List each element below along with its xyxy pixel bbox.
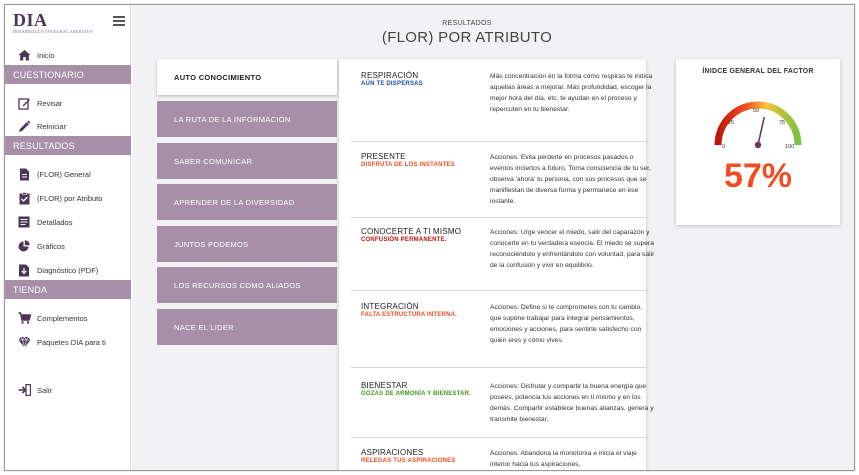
- sidebar-item-graficos[interactable]: [5, 236, 131, 256]
- page-subtitle: RESULTADOS: [442, 20, 492, 27]
- app-window: [4, 4, 855, 471]
- sidebar-item-label: Salir: [37, 385, 53, 395]
- attribute-name: RESPIRACIÓN: [361, 71, 419, 80]
- attribute-row-conocerte: [351, 227, 655, 291]
- sidebar-item-label: Revisar: [37, 98, 63, 108]
- attribute-description: Acciones: Disfrutar y compartir la buena energía que posees, potencia tus acciones en ti mismo y en los demás. Compartir establece buenas alianzas, genera y transmite bienestar.: [490, 383, 654, 423]
- pen-icon: [17, 119, 31, 133]
- sidebar-item-label: (FLOR) por Atributo: [37, 193, 103, 203]
- sidebar-item-revisar[interactable]: [5, 93, 131, 113]
- gauge-tick-0: 0: [722, 144, 726, 150]
- list-document-icon: [17, 215, 31, 229]
- attribute-row-presente: [351, 152, 651, 218]
- attribute-state: AÚN TE DISPERSAS: [361, 81, 423, 87]
- clipboard-check-icon: [17, 191, 31, 205]
- attribute-description: Más concentración en la forma cómo respiras te indica aquellas áreas a mejorar. Más profundidad, escoger la mejor hora del día, etc. te ayudan en el proceso y repercuten en tu bienestar.: [490, 73, 653, 113]
- attribute-description: Acciones: Abandona la monotonía e inicia el viaje interior hacia tus aspiraciones,: [490, 450, 637, 468]
- edit-icon: [17, 96, 31, 110]
- tab-nace-lider[interactable]: NACE EL LIDER: [157, 309, 337, 345]
- cart-icon: [17, 311, 31, 325]
- attribute-name: ASPIRACIONES: [361, 448, 424, 457]
- attribute-description: Acciones: Evita perderte en procesos pasados o eventos inciertos a futuro. Toma consciencia de tu ser, observa 'ahora' tu persona, con sus procesos que se manifiestan de diversa forma y permanece en ese instante.: [490, 154, 651, 205]
- sidebar-item-detallados[interactable]: [5, 212, 131, 232]
- gauge-tick-25: 25: [728, 120, 735, 126]
- gauge-tick-75: 75: [779, 120, 786, 126]
- sidebar-item-diagnostico[interactable]: [5, 260, 131, 280]
- tab-juntos-podemos[interactable]: JUNTOS PODEMOS: [157, 226, 337, 262]
- gauge-value: 57%: [723, 157, 793, 195]
- logo-tagline: DESARROLLO INTEGRAL ASERTIVO: [13, 29, 93, 34]
- general-index-card: [676, 59, 840, 225]
- sidebar-item-complementos[interactable]: [5, 308, 131, 328]
- tab-saber-comunicar[interactable]: SABER COMUNICAR: [157, 143, 337, 179]
- home-icon: [17, 48, 31, 62]
- attribute-name: CONOCERTE A TI MISMO: [361, 227, 462, 236]
- sidebar-item-flor-atributo[interactable]: [5, 188, 131, 208]
- download-icon: [17, 263, 31, 277]
- sidebar-item-reiniciar[interactable]: [5, 116, 131, 136]
- attribute-row-respiracion: [351, 71, 653, 142]
- sidebar-item-label: Detallados: [37, 217, 73, 227]
- attribute-state: DISFRUTA DE LOS INSTANTES: [361, 162, 455, 168]
- section-cuestionario: CUESTIONARIO: [5, 65, 131, 84]
- document-icon: [17, 167, 31, 181]
- attribute-detail-panel: [339, 59, 655, 471]
- attribute-row-aspiraciones: [351, 448, 646, 471]
- logout-icon: [17, 383, 31, 397]
- attribute-state: FALTA ESTRUCTURA INTERNA.: [361, 312, 457, 318]
- pie-chart-icon: [17, 239, 31, 253]
- gauge-title: ÍNIDCE GENERAL DEL FACTOR: [702, 68, 814, 75]
- page-title: (FLOR) POR ATRIBUTO: [381, 29, 553, 46]
- attribute-state: GOZAS DE ARMONÍA Y BIENESTAR.: [361, 391, 472, 397]
- tab-recursos-aliados[interactable]: LOS RECURSOS COMO ALIADOS: [157, 267, 337, 303]
- gauge-needle: [758, 118, 764, 145]
- main-area: [132, 5, 855, 470]
- attribute-state: RELEGAS TUS ASPIRACIONES: [361, 458, 456, 464]
- sidebar-item-label: Inicio: [37, 50, 55, 60]
- gauge-tick-100: 100: [785, 144, 795, 150]
- gauge-tick-50: 50: [753, 108, 760, 114]
- attribute-description: Acciones: Urge vencer el miedo, salir del caparazón y conocerte en tu verdadera esencia. El miedo se supera reconociéndolo y enfrentándolo con voluntad, para salir de la confusión y vivir en equilibrio.: [490, 229, 655, 269]
- attribute-description: Acciones: Define si te comprometes con tu cambio, que supone trabajar para integrar pensamientos, emociones y acciones, para sentirte satisfecho con quién eres y cómo vives.: [490, 304, 643, 344]
- sidebar-item-salir[interactable]: [5, 380, 131, 400]
- attribute-name: INTEGRACIÓN: [361, 302, 419, 311]
- tab-auto-conocimiento[interactable]: AUTO CONOCIMIENTO: [157, 59, 337, 95]
- attribute-name: BIENESTAR: [361, 381, 408, 390]
- tab-ruta-informacion[interactable]: LA RUTA DE LA INFORMACIÓN: [157, 101, 337, 137]
- attribute-row-integracion: [351, 302, 646, 368]
- sidebar: [5, 5, 131, 470]
- sidebar-item-paquetes[interactable]: [5, 332, 131, 352]
- diamond-icon: [17, 335, 31, 349]
- section-tienda: TIENDA: [5, 280, 131, 299]
- sidebar-item-inicio[interactable]: [5, 45, 131, 65]
- attribute-row-bienestar: [351, 381, 654, 438]
- gauge-needle-hub: [755, 142, 761, 148]
- section-resultados: RESULTADOS: [5, 136, 131, 155]
- logo-name: DIA: [13, 10, 48, 30]
- sidebar-item-label: Reiniciar: [37, 121, 67, 131]
- sidebar-item-flor-general[interactable]: [5, 164, 131, 184]
- sidebar-item-label: (FLOR) General: [37, 169, 91, 179]
- attribute-state: CONFUSIÓN PERMANENTE.: [361, 237, 447, 243]
- sidebar-item-label: Diagnóstico (PDF): [37, 265, 99, 275]
- sidebar-item-label: Complementos: [37, 313, 88, 323]
- tab-aprender-diversidad[interactable]: APRENDER DE LA DIVERSIDAD: [157, 184, 337, 220]
- logo[interactable]: [13, 10, 93, 34]
- menu-toggle-icon[interactable]: [113, 16, 125, 25]
- sidebar-item-label: Paquetes DIA para ti: [37, 337, 106, 347]
- attribute-name: PRESENTE: [361, 152, 406, 161]
- gauge-chart: [706, 95, 810, 155]
- sidebar-item-label: Gráficos: [37, 241, 65, 251]
